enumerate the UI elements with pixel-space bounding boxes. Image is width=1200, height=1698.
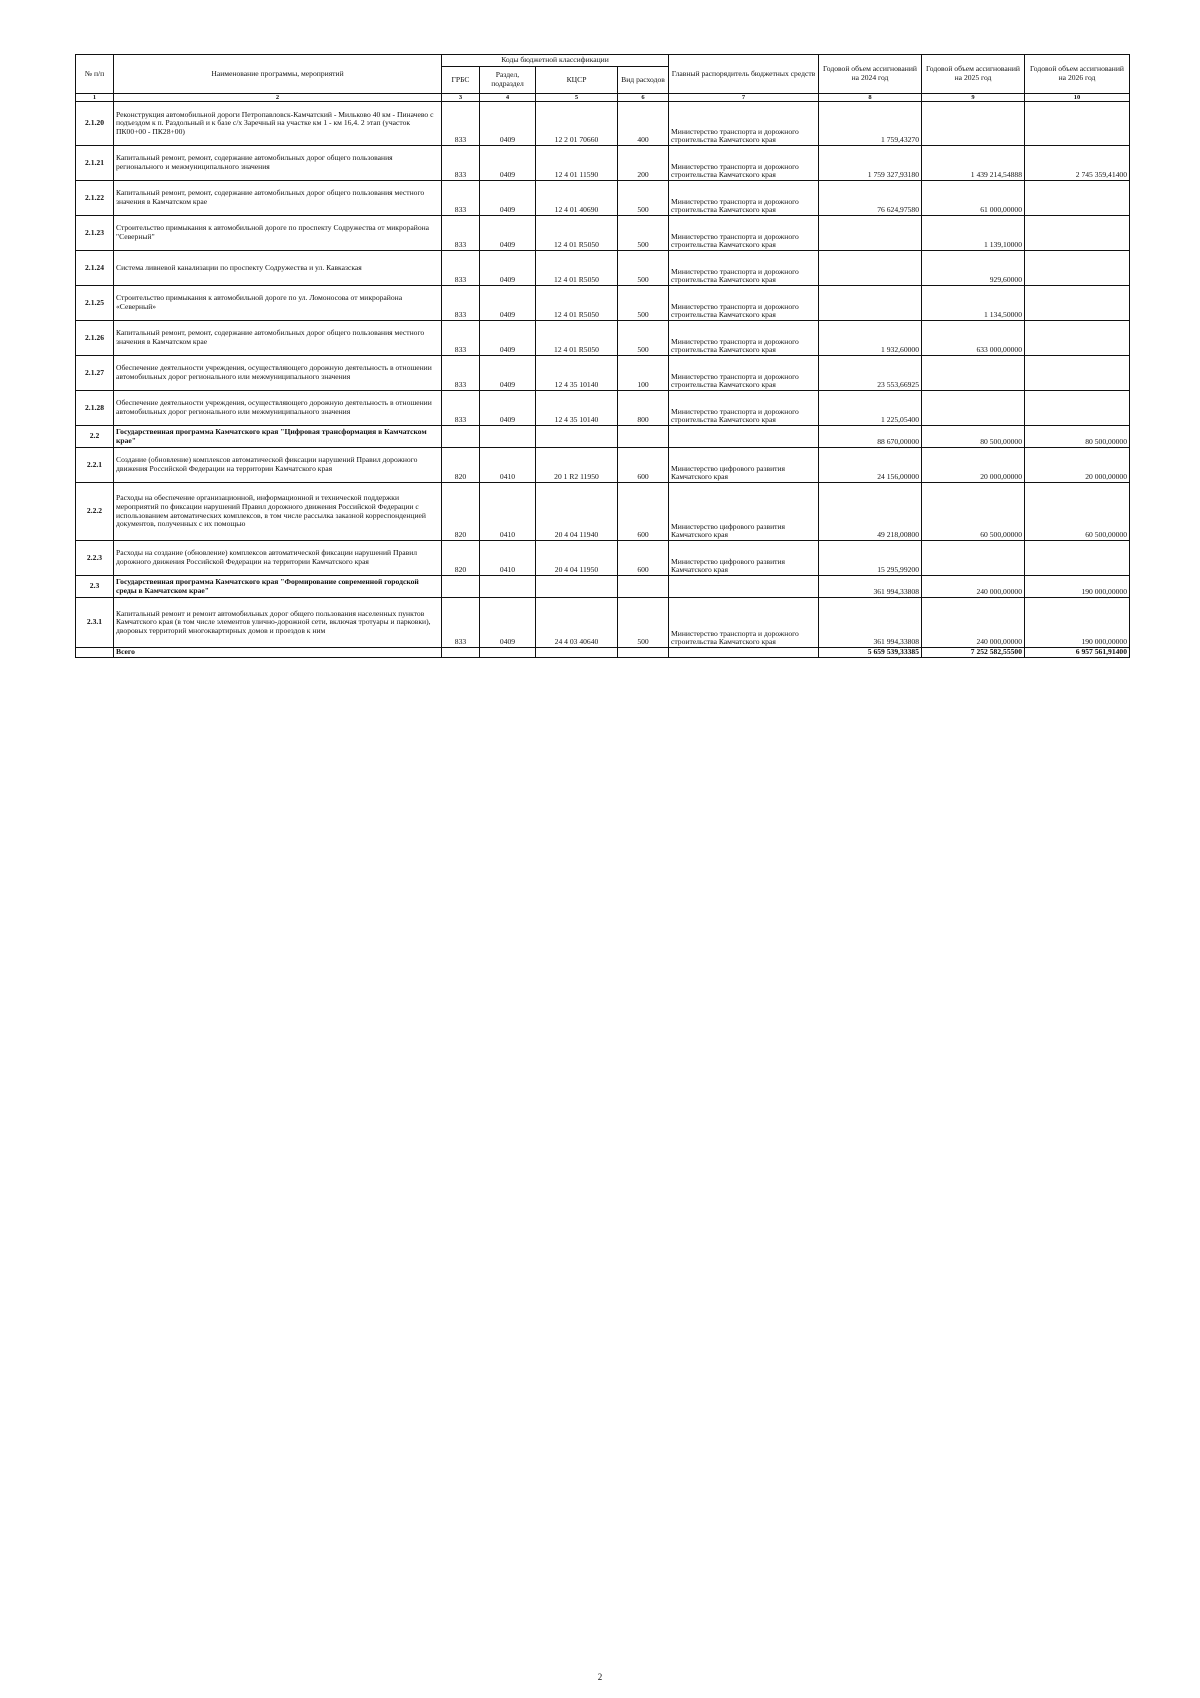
- row-vid: [618, 426, 669, 448]
- row-manager: [669, 426, 819, 448]
- row-y2024: 1 759 327,93180: [819, 146, 922, 181]
- row-grbs: 820: [442, 448, 480, 483]
- row-y2024: 15 295,99200: [819, 541, 922, 576]
- row-y2025: 240 000,00000: [922, 598, 1025, 648]
- row-manager: Министерство транспорта и дорожного строительства Камчатского края: [669, 251, 819, 286]
- row-manager: Министерство транспорта и дорожного строительства Камчатского края: [669, 146, 819, 181]
- table-row: [76, 541, 1130, 576]
- empty-cell: [669, 648, 819, 658]
- row-y2025: 929,60000: [922, 251, 1025, 286]
- row-kcsr: 12 4 35 10140: [536, 356, 618, 391]
- row-vid: 500: [618, 598, 669, 648]
- row-razdel: [480, 576, 536, 598]
- row-number: 2.1.23: [76, 216, 114, 251]
- row-y2024: 76 624,97580: [819, 181, 922, 216]
- row-razdel: 0409: [480, 356, 536, 391]
- row-number: 2.2: [76, 426, 114, 448]
- row-vid: 600: [618, 541, 669, 576]
- row-manager: [669, 576, 819, 598]
- row-kcsr: 12 4 01 40690: [536, 181, 618, 216]
- budget-table: [75, 54, 1130, 658]
- row-y2024: [819, 286, 922, 321]
- row-razdel: 0409: [480, 251, 536, 286]
- row-razdel: 0409: [480, 598, 536, 648]
- row-grbs: 833: [442, 598, 480, 648]
- col-number: 9: [922, 94, 1025, 102]
- row-kcsr: 12 4 01 R5050: [536, 216, 618, 251]
- row-y2025: [922, 356, 1025, 391]
- row-y2024: 23 553,66925: [819, 356, 922, 391]
- row-razdel: 0410: [480, 483, 536, 541]
- empty-cell: [618, 648, 669, 658]
- row-grbs: 833: [442, 146, 480, 181]
- row-y2026: [1025, 251, 1130, 286]
- table-body: [76, 102, 1130, 648]
- col-number: 5: [536, 94, 618, 102]
- row-number: 2.1.24: [76, 251, 114, 286]
- row-vid: 500: [618, 286, 669, 321]
- table-row: [76, 598, 1130, 648]
- program-row: [76, 426, 1130, 448]
- row-y2026: 20 000,00000: [1025, 448, 1130, 483]
- header-manager: Главный распорядитель бюджетных средств: [669, 55, 819, 94]
- row-y2024: [819, 216, 922, 251]
- row-razdel: 0409: [480, 321, 536, 356]
- row-manager: Министерство транспорта и дорожного строительства Камчатского края: [669, 598, 819, 648]
- row-y2026: 190 000,00000: [1025, 598, 1130, 648]
- total-y2024: 5 659 539,33385: [819, 648, 922, 658]
- row-razdel: 0409: [480, 146, 536, 181]
- row-y2024: 1 225,05400: [819, 391, 922, 426]
- row-y2026: 190 000,00000: [1025, 576, 1130, 598]
- row-number: 2.1.27: [76, 356, 114, 391]
- row-grbs: 833: [442, 321, 480, 356]
- header-name: Наименование программы, мероприятий: [114, 55, 442, 94]
- row-name: Расходы на обеспечение организационной, информационной и технической поддержки мероприятий по фиксации нарушений Правил дорожного движения Российской Федерации с использованием автоматических комплексов, в том числе рассылка заказной корреспонденцией документов, полученных с их помощью: [114, 483, 442, 541]
- row-name: Капитальный ремонт, ремонт, содержание автомобильных дорог общего пользования регионального и межмуниципального значения: [114, 146, 442, 181]
- row-kcsr: [536, 426, 618, 448]
- row-y2026: 2 745 359,41400: [1025, 146, 1130, 181]
- row-kcsr: 24 4 03 40640: [536, 598, 618, 648]
- row-grbs: 820: [442, 483, 480, 541]
- row-y2025: 240 000,00000: [922, 576, 1025, 598]
- row-number: 2.2.2: [76, 483, 114, 541]
- row-number: 2.1.22: [76, 181, 114, 216]
- row-name: Обеспечение деятельности учреждения, осуществляющего дорожную деятельность в отношении автомобильных дорог регионального или межмуниципального значения: [114, 391, 442, 426]
- row-grbs: [442, 426, 480, 448]
- row-razdel: 0410: [480, 541, 536, 576]
- row-vid: 500: [618, 321, 669, 356]
- row-vid: 400: [618, 102, 669, 146]
- col-number: 3: [442, 94, 480, 102]
- table-row: [76, 216, 1130, 251]
- col-number: 6: [618, 94, 669, 102]
- row-razdel: 0409: [480, 216, 536, 251]
- col-number: 2: [114, 94, 442, 102]
- header-y2025: Годовой объем ассигнований на 2025 год: [922, 55, 1025, 94]
- row-manager: Министерство транспорта и дорожного строительства Камчатского края: [669, 321, 819, 356]
- table-row: [76, 448, 1130, 483]
- row-razdel: [480, 426, 536, 448]
- row-grbs: 833: [442, 102, 480, 146]
- table-row: [76, 356, 1130, 391]
- row-grbs: 833: [442, 356, 480, 391]
- col-number: 8: [819, 94, 922, 102]
- row-y2026: [1025, 541, 1130, 576]
- row-vid: 600: [618, 448, 669, 483]
- row-number: 2.1.25: [76, 286, 114, 321]
- row-y2026: [1025, 102, 1130, 146]
- row-grbs: 833: [442, 181, 480, 216]
- row-vid: 500: [618, 216, 669, 251]
- row-manager: Министерство транспорта и дорожного строительства Камчатского края: [669, 102, 819, 146]
- header-y2024: Годовой объем ассигнований на 2024 год: [819, 55, 922, 94]
- row-kcsr: 20 4 04 11940: [536, 483, 618, 541]
- empty-cell: [536, 648, 618, 658]
- row-name: Расходы на создание (обновление) комплексов автоматической фиксации нарушений Правил дорожного движения Российской Федерации на территории Камчатского края: [114, 541, 442, 576]
- row-kcsr: 20 1 R2 11950: [536, 448, 618, 483]
- row-y2024: 24 156,00000: [819, 448, 922, 483]
- row-number: 2.2.3: [76, 541, 114, 576]
- row-kcsr: 12 4 01 R5050: [536, 321, 618, 356]
- row-vid: [618, 576, 669, 598]
- total-label: Всего: [114, 648, 442, 658]
- row-kcsr: 20 4 04 11950: [536, 541, 618, 576]
- row-y2025: 60 500,00000: [922, 483, 1025, 541]
- row-manager: Министерство транспорта и дорожного строительства Камчатского края: [669, 216, 819, 251]
- row-grbs: 820: [442, 541, 480, 576]
- row-y2024: 49 218,00800: [819, 483, 922, 541]
- row-y2025: 1 134,50000: [922, 286, 1025, 321]
- row-y2024: 361 994,33808: [819, 598, 922, 648]
- row-y2026: [1025, 181, 1130, 216]
- row-y2025: [922, 541, 1025, 576]
- row-name: Государственная программа Камчатского края "Цифровая трансформация в Камчатском крае": [114, 426, 442, 448]
- row-name: Создание (обновление) комплексов автоматической фиксации нарушений Правил дорожного движения Российской Федерации на территории Камчатского края: [114, 448, 442, 483]
- row-y2026: [1025, 216, 1130, 251]
- row-number: 2.3: [76, 576, 114, 598]
- row-grbs: 833: [442, 216, 480, 251]
- row-name: Система ливневой канализации по проспекту Содружества и ул. Кавказская: [114, 251, 442, 286]
- empty-cell: [442, 648, 480, 658]
- col-number: 10: [1025, 94, 1130, 102]
- row-y2026: [1025, 286, 1130, 321]
- row-vid: 500: [618, 251, 669, 286]
- table-row: [76, 483, 1130, 541]
- table-row: [76, 146, 1130, 181]
- empty-cell: [480, 648, 536, 658]
- row-vid: 500: [618, 181, 669, 216]
- row-y2025: 20 000,00000: [922, 448, 1025, 483]
- row-name: Строительство примыкания к автомобильной дороге по проспекту Содружества от микрорайона "Северный": [114, 216, 442, 251]
- row-razdel: 0410: [480, 448, 536, 483]
- row-grbs: 833: [442, 251, 480, 286]
- total-y2025: 7 252 582,55500: [922, 648, 1025, 658]
- total-y2026: 6 957 561,91400: [1025, 648, 1130, 658]
- row-manager: Министерство цифрового развития Камчатского края: [669, 483, 819, 541]
- row-manager: Министерство транспорта и дорожного строительства Камчатского края: [669, 391, 819, 426]
- row-number: 2.1.26: [76, 321, 114, 356]
- row-manager: Министерство цифрового развития Камчатского края: [669, 541, 819, 576]
- total-num-cell: [76, 648, 114, 658]
- col-number: 7: [669, 94, 819, 102]
- row-number: 2.1.21: [76, 146, 114, 181]
- row-grbs: 833: [442, 286, 480, 321]
- row-name: Капитальный ремонт и ремонт автомобильных дорог общего пользования населенных пунктов Камчатского края (в том числе элементов улично-дорожной сети, включая тротуары и парковки), дворовых территорий многоквартирных домов и проездов к ним: [114, 598, 442, 648]
- row-y2026: [1025, 321, 1130, 356]
- row-y2026: [1025, 391, 1130, 426]
- header-razdel: Раздел, подраздел: [480, 67, 536, 94]
- row-name: Реконструкция автомобильной дороги Петропавловск-Камчатский - Мильково 40 км - Пиначево с подъездом к п. Раздольный и к базе с/х Заречный на участке км 1 - км 16,4. 2 этап (участок ПК00+00 - ПК28+00): [114, 102, 442, 146]
- row-vid: 600: [618, 483, 669, 541]
- row-kcsr: 12 2 01 70660: [536, 102, 618, 146]
- row-razdel: 0409: [480, 391, 536, 426]
- row-vid: 200: [618, 146, 669, 181]
- row-kcsr: 12 4 01 R5050: [536, 286, 618, 321]
- row-y2025: 80 500,00000: [922, 426, 1025, 448]
- row-vid: 800: [618, 391, 669, 426]
- row-razdel: 0409: [480, 286, 536, 321]
- row-vid: 100: [618, 356, 669, 391]
- table-row: [76, 181, 1130, 216]
- row-razdel: 0409: [480, 181, 536, 216]
- row-number: 2.3.1: [76, 598, 114, 648]
- row-name: Строительство примыкания к автомобильной дороге по ул. Ломоносова от микрорайона «Северный»: [114, 286, 442, 321]
- row-y2025: 61 000,00000: [922, 181, 1025, 216]
- row-y2024: 361 994,33808: [819, 576, 922, 598]
- row-kcsr: 12 4 01 R5050: [536, 251, 618, 286]
- row-manager: Министерство транспорта и дорожного строительства Камчатского края: [669, 181, 819, 216]
- row-manager: Министерство транспорта и дорожного строительства Камчатского края: [669, 356, 819, 391]
- row-y2025: [922, 391, 1025, 426]
- table-row: [76, 391, 1130, 426]
- row-manager: Министерство транспорта и дорожного строительства Камчатского края: [669, 286, 819, 321]
- row-y2025: 1 439 214,54888: [922, 146, 1025, 181]
- row-grbs: [442, 576, 480, 598]
- row-y2024: 88 670,00000: [819, 426, 922, 448]
- col-number: 4: [480, 94, 536, 102]
- header-grbs: ГРБС: [442, 67, 480, 94]
- row-kcsr: 12 4 01 11590: [536, 146, 618, 181]
- row-grbs: 833: [442, 391, 480, 426]
- row-kcsr: [536, 576, 618, 598]
- row-y2026: 60 500,00000: [1025, 483, 1130, 541]
- page-number: 2: [597, 1672, 603, 1682]
- row-y2024: 1 759,43270: [819, 102, 922, 146]
- row-number: 2.1.20: [76, 102, 114, 146]
- row-manager: Министерство цифрового развития Камчатского края: [669, 448, 819, 483]
- table-row: [76, 251, 1130, 286]
- row-y2024: 1 932,60000: [819, 321, 922, 356]
- row-number: 2.2.1: [76, 448, 114, 483]
- header-y2026: Годовой объем ассигнований на 2026 год: [1025, 55, 1130, 94]
- header-kcsr: КЦСР: [536, 67, 618, 94]
- row-y2026: [1025, 356, 1130, 391]
- row-y2025: 1 139,10000: [922, 216, 1025, 251]
- row-razdel: 0409: [480, 102, 536, 146]
- row-name: Обеспечение деятельности учреждения, осуществляющего дорожную деятельность в отношении автомобильных дорог регионального или межмуниципального значения: [114, 356, 442, 391]
- header-codes: Коды бюджетной классификации: [442, 55, 669, 67]
- table-row: [76, 102, 1130, 146]
- row-y2025: 633 000,00000: [922, 321, 1025, 356]
- budget-table-sheet: [75, 54, 1129, 658]
- row-number: 2.1.28: [76, 391, 114, 426]
- total-row: [76, 648, 1130, 658]
- table-row: [76, 286, 1130, 321]
- row-y2024: [819, 251, 922, 286]
- column-numbers-row: [76, 94, 1130, 102]
- row-y2026: 80 500,00000: [1025, 426, 1130, 448]
- row-name: Капитальный ремонт, ремонт, содержание автомобильных дорог общего пользования местного значения в Камчатском крае: [114, 181, 442, 216]
- row-name: Государственная программа Камчатского края "Формирование современной городской среды в Камчатском крае": [114, 576, 442, 598]
- program-row: [76, 576, 1130, 598]
- row-y2025: [922, 102, 1025, 146]
- row-kcsr: 12 4 35 10140: [536, 391, 618, 426]
- row-name: Капитальный ремонт, ремонт, содержание автомобильных дорог общего пользования местного значения в Камчатском крае: [114, 321, 442, 356]
- col-number: 1: [76, 94, 114, 102]
- header-num: № п/п: [76, 55, 114, 94]
- header-vid: Вид расходов: [618, 67, 669, 94]
- table-row: [76, 321, 1130, 356]
